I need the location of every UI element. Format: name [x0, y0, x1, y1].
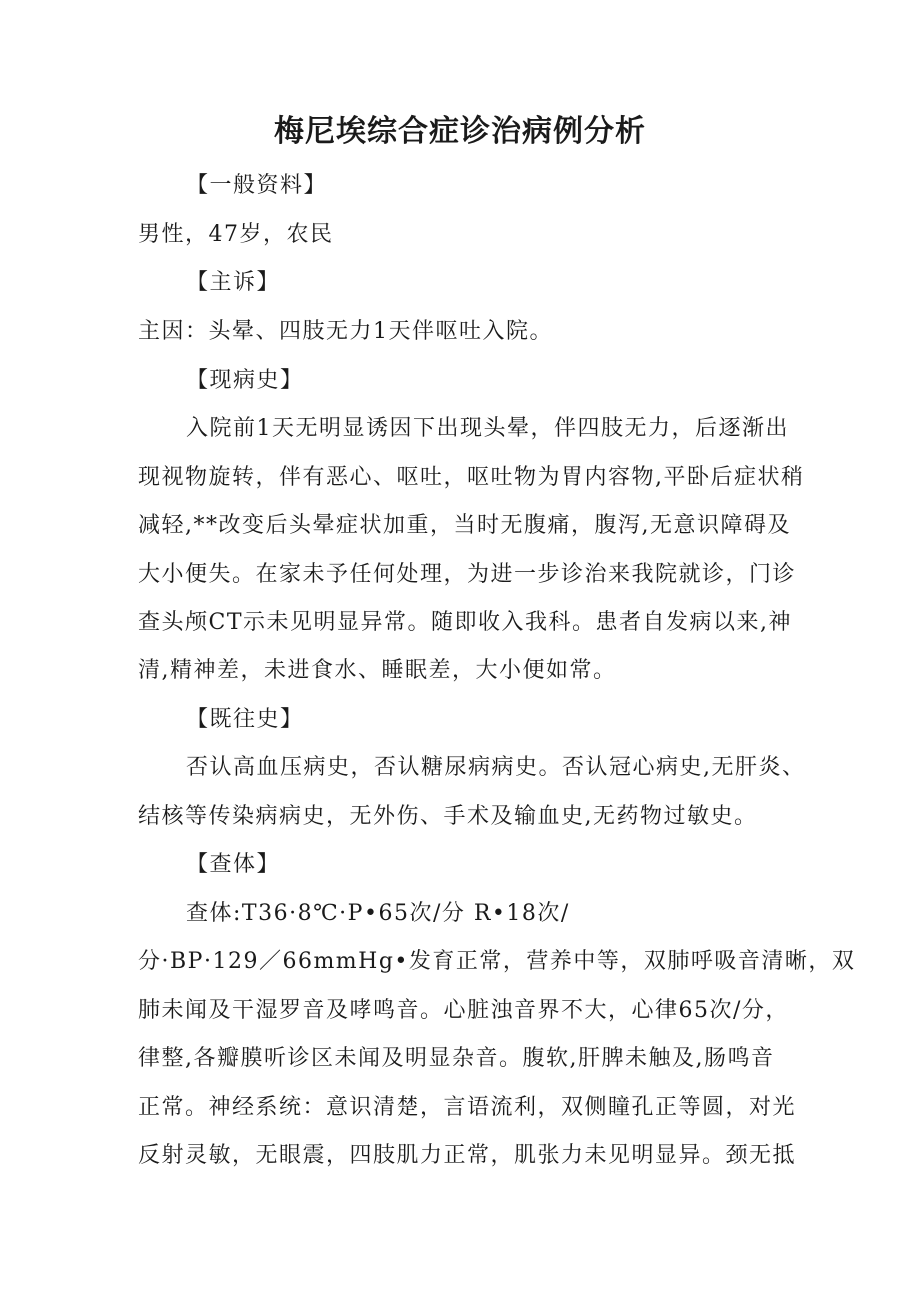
section-heading-physical-exam: 【查体】: [186, 852, 281, 877]
paragraph-line: 否认高血压病史，否认糖尿病病史。否认冠心病史,无肝炎、: [186, 755, 806, 780]
paragraph-line: 男性，47岁，农民: [138, 222, 334, 247]
section-heading-past-history: 【既往史】: [186, 707, 304, 732]
paragraph-line: 减轻,**改变后头晕症状加重，当时无腹痛，腹泻,无意识障碍及: [138, 513, 791, 538]
paragraph-line: 入院前1天无明显诱因下出现头晕，伴四肢无力，后逐渐出: [186, 416, 789, 441]
section-heading-chief-complaint: 【主诉】: [186, 270, 281, 295]
paragraph-line: 查体:T36·8℃·P•65次/分 R•18次/: [186, 901, 570, 926]
paragraph-line: 结核等传染病病史，无外伤、手术及输血史,无药物过敏史。: [138, 804, 758, 829]
paragraph-line: 正常。神经系统：意识清楚，言语流利，双侧瞳孔正等圆，对光: [138, 1095, 797, 1120]
paragraph-line: 反射灵敏，无眼震，四肢肌力正常，肌张力未见明显异。颈无抵: [138, 1143, 797, 1168]
section-heading-present-illness: 【现病史】: [186, 368, 304, 393]
paragraph-line: 肺未闻及干湿罗音及哮鸣音。心脏浊音界不大，心律65次/分，: [138, 998, 789, 1023]
paragraph-line: 现视物旋转，伴有恶心、呕吐，呕吐物为胃内容物,平卧后症状稍: [138, 465, 805, 490]
paragraph-line: 查头颅CT示未见明显异常。随即收入我科。患者自发病以来,神: [138, 610, 793, 635]
paragraph-line: 大小便失。在家未予任何处理，为进一步诊治来我院就诊，门诊: [138, 562, 797, 587]
section-heading-general-info: 【一般资料】: [186, 173, 328, 198]
paragraph-line: 主因：头晕、四肢无力1天伴呕吐入院。: [138, 319, 553, 344]
paragraph-line: 律整,各瓣膜听诊区未闻及明显杂音。腹软,肝脾未触及,肠鸣音: [138, 1046, 775, 1071]
document-title: 梅尼埃综合症诊治病例分析: [274, 114, 646, 149]
paragraph-line: 分·BP·129／66mmHg•发育正常，营养中等，双肺呼吸音清晰，双: [138, 949, 856, 974]
paragraph-line: 清,精神差，未进食水、睡眠差，大小便如常。: [138, 658, 617, 683]
